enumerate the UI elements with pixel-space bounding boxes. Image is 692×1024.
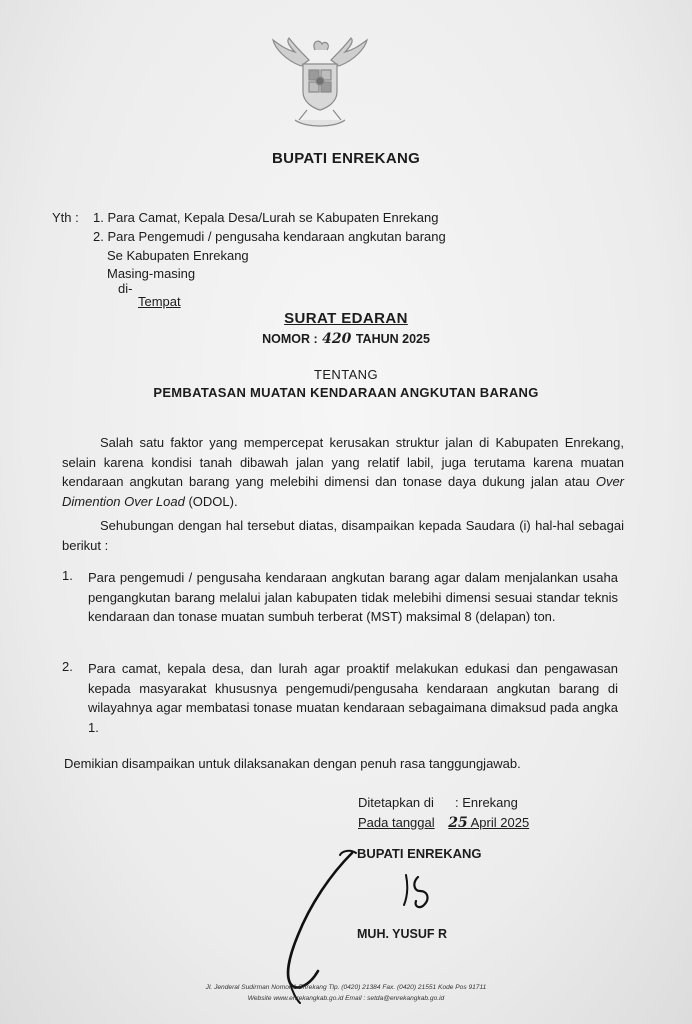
paragraph-1-text-a: Salah satu faktor yang mempercepat kerusakan struktur jalan di Kabupaten Enrekang, selain karena kondisi tanah dibawah jalan yang relatif labil, juga terutama karena muatan kendaraan angkutan barang yang melebihi dimensi dan tonase daya dukung jalan atau (62, 435, 624, 489)
footer-contact: Website www.enrekangkab.go.id Email : setda@enrekangkab.go.id (247, 995, 445, 1002)
closing-sentence: Demikian disampaikan untuk dilaksanakan dengan penuh rasa tanggungjawab. (64, 756, 521, 771)
addressee-line-1: 1. Para Camat, Kepala Desa/Lurah se Kabupaten Enrekang (93, 210, 439, 225)
signatory-position: BUPATI ENREKANG (357, 846, 482, 861)
issuer-title: BUPATI ENREKANG (271, 150, 421, 167)
paragraph-2: Sehubungan dengan hal tersebut diatas, disampaikan kepada Saudara (i) hal-hal sebagai berikut : (62, 518, 624, 553)
item-2-number: 2. (62, 659, 73, 674)
garuda-emblem-icon (265, 36, 375, 132)
signatory-name: MUH. YUSUF R (357, 927, 448, 941)
addressee-line-3: Se Kabupaten Enrekang (107, 248, 249, 263)
item-1-text: Para pengemudi / pengusaha kendaraan angkutan barang agar dalam menjalankan usaha pengangkutan barang melalui jalan kabupaten tidak melebihi dimensi sesuai standar teknis kendaraan dan tonase muatan sumbuh terberat (MST) maksimal 8 (delapan) ton. (88, 570, 618, 624)
paragraph-1-italic: Over Dimention Over Load (62, 474, 624, 509)
letter-subject: PEMBATASAN MUATAN KENDARAAN ANGKUTAN BARANG (153, 385, 539, 400)
paragraph-1-text-b: (ODOL). (184, 493, 238, 509)
nomor-suffix: TAHUN 2025 (355, 332, 430, 346)
addressee-line-2: 2. Para Pengemudi / pengusaha kendaraan angkutan barang (93, 229, 446, 244)
addressee-place: Tempat (138, 294, 181, 309)
ditetapkan-value: : Enrekang (455, 795, 518, 810)
addressee-line-5: di- (118, 281, 133, 296)
addressee-line-4: Masing-masing (107, 266, 196, 281)
date-day-handwritten: 25 April 2025 (448, 815, 530, 831)
nomor-prefix: NOMOR : (262, 332, 318, 346)
handwritten-signature (280, 835, 450, 1005)
addressee-label: Yth : (52, 210, 79, 225)
letter-type: SURAT EDARAN (284, 310, 408, 327)
ditetapkan-label: Ditetapkan di (358, 795, 434, 810)
nomor-handwritten: 420 (322, 331, 352, 347)
item-2-text: Para camat, kepala desa, dan lurah agar proaktif melakukan edukasi dan pengawasan kepada masyarakat khususnya pengemudi/pengusaha kendaraan angkutan barang di wilayahnya agar membatasi tonase muatan kendaraan sebagaimana dimaksud pada angka 1. (88, 661, 618, 735)
date-label: Pada tanggal (358, 815, 435, 830)
item-1-number: 1. (62, 568, 73, 583)
paragraph-1 (62, 433, 624, 511)
footer-address: Jl. Jenderal Sudirman Nomor 1 Enrekang Tlp. (0420) 21384 Fax. (0420) 21551 Kode Pos 91711 (205, 984, 487, 991)
date-line (358, 815, 529, 831)
tentang-heading: TENTANG (314, 367, 378, 382)
letter-number (0, 331, 692, 347)
